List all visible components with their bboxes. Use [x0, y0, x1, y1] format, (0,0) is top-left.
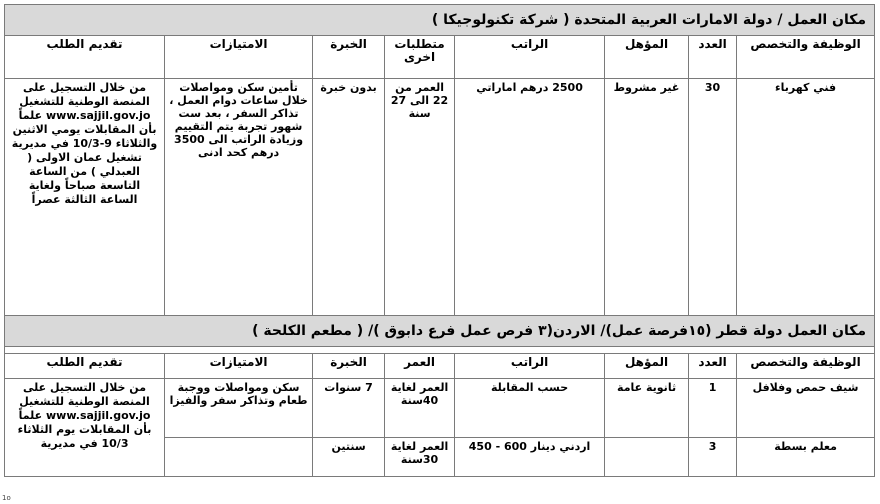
- header-salary: الراتب: [455, 36, 605, 79]
- cell-age: العمر لغاية 40سنة: [385, 379, 455, 438]
- cell-job: فني كهرباء: [737, 79, 875, 316]
- jobs-table: [4, 4, 875, 477]
- job-listing-sheet: [4, 4, 874, 477]
- header-salary: الراتب: [455, 354, 605, 379]
- cell-count: 30: [689, 79, 737, 316]
- header-experience: الخبرة: [313, 354, 385, 379]
- spacer: [5, 347, 875, 354]
- header-count: العدد: [689, 354, 737, 379]
- section2-banner: مكان العمل دولة قطر (١٥فرصة عمل)/ الاردن(٣ فرص عمل فرع دابوق )/ ( مطعم الكلحة ): [5, 316, 875, 347]
- cell-benefits: تأمين سكن ومواصلات خلال ساعات دوام العمل ، تذاكر السفر ، بعد ست شهور تجربة يتم التقييم وزيادة الراتب الى 3500 درهم كحد ادنى: [165, 79, 313, 316]
- section1-banner: مكان العمل / دولة الامارات العربية المتحدة ( شركة تكنولوجيكا ): [5, 5, 875, 36]
- section1-banner-row: [5, 5, 875, 36]
- header-benefits: الامتيازات: [165, 36, 313, 79]
- cell-benefits: [165, 438, 313, 477]
- cell-experience: بدون خبرة: [313, 79, 385, 316]
- header-benefits: الامتيازات: [165, 354, 313, 379]
- cell-apply: من خلال التسجيل على المنصة الوطنية للتشغيل www.sajjil.gov.jo علماً بأن المقابلات يومي الاثنين والثلاثاء 9-10/3 في مديرية تشغيل عمان الاولى ( العبدلي ) من الساعة التاسعة صباحاً ولغاية الساعة الثالثة عصراً: [5, 79, 165, 316]
- cell-benefits: سكن ومواصلات ووجبة طعام وتذاكر سفر والفيزا: [165, 379, 313, 438]
- cell-count: 1: [689, 379, 737, 438]
- cell-count: 3: [689, 438, 737, 477]
- cell-qualification: [605, 438, 689, 477]
- page-footnote: 1o: [2, 494, 11, 502]
- cell-salary: حسب المقابلة: [455, 379, 605, 438]
- cell-experience: 7 سنوات: [313, 379, 385, 438]
- cell-age: العمر لغاية 30سنة: [385, 438, 455, 477]
- section1-header-row: [5, 36, 875, 79]
- header-age: العمر: [385, 354, 455, 379]
- cell-apply: من خلال التسجيل على المنصة الوطنية للتشغيل www.sajjil.gov.jo علماً بأن المقابلات يوم الثلاثاء 10/3 في مديرية: [5, 379, 165, 477]
- cell-job: معلم بسطة: [737, 438, 875, 477]
- header-count: العدد: [689, 36, 737, 79]
- header-job: الوظيفة والتخصص: [737, 354, 875, 379]
- header-apply: تقديم الطلب: [5, 36, 165, 79]
- cell-qualification: ثانوية عامة: [605, 379, 689, 438]
- section2-banner-row: [5, 316, 875, 347]
- table-row: [5, 79, 875, 316]
- cell-salary: اردني دينار 600 - 450: [455, 438, 605, 477]
- header-qualification: المؤهل: [605, 354, 689, 379]
- header-job: الوظيفة والتخصص: [737, 36, 875, 79]
- section2-header-row: [5, 354, 875, 379]
- cell-salary: 2500 درهم اماراتي: [455, 79, 605, 316]
- cell-qualification: غير مشروط: [605, 79, 689, 316]
- table-row: [5, 379, 875, 438]
- header-experience: الخبرة: [313, 36, 385, 79]
- section2-spacer-row: [5, 347, 875, 354]
- header-qualification: المؤهل: [605, 36, 689, 79]
- header-requirements: متطلبات اخرى: [385, 36, 455, 79]
- cell-job: شيف حمص وفلافل: [737, 379, 875, 438]
- cell-experience: سنتين: [313, 438, 385, 477]
- header-apply: تقديم الطلب: [5, 354, 165, 379]
- cell-requirements: العمر من 22 الى 27 سنة: [385, 79, 455, 316]
